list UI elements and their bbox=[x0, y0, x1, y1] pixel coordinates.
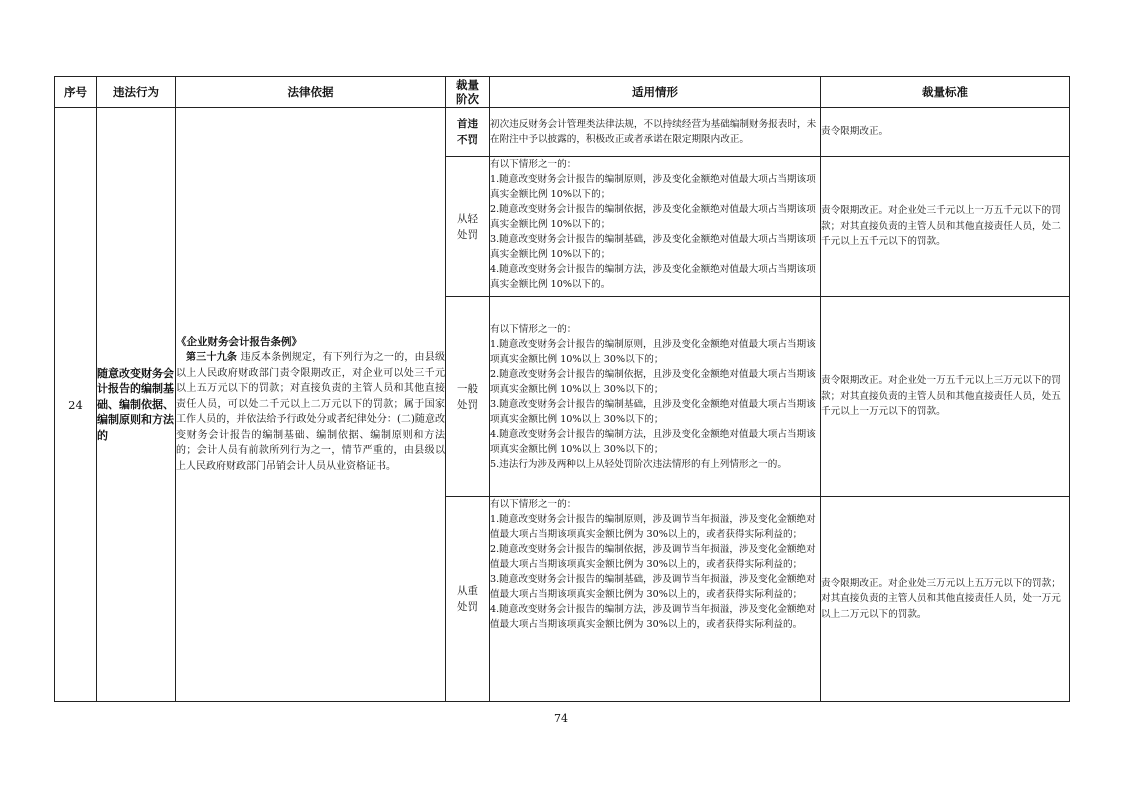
stage-label-line2: 处罚 bbox=[457, 398, 478, 411]
stage-first-exempt bbox=[446, 108, 490, 157]
stage-lenient bbox=[446, 157, 490, 297]
stage-label-line1: 首违 bbox=[457, 118, 478, 130]
header-conditions: 适用情形 bbox=[490, 77, 821, 108]
condition-line: 3.随意改变财务会计报告的编制基础，涉及变化金额绝对值最大项占当期该项真实金额比例 10%以下的； bbox=[490, 234, 816, 260]
table-row bbox=[55, 108, 1070, 157]
header-basis: 法律依据 bbox=[176, 77, 446, 108]
condition-line: 4.随意改变财务会计报告的编制方法，且涉及变化金额绝对值最大项占当期该项真实金额比例 10%以上 30%以下的； bbox=[490, 428, 816, 455]
standard-general: 责令限期改正。对企业处一万五千元以上三万元以下的罚款；对其直接负责的主管人员和其他直接责任人员，处五千元以上一万元以下的罚款。 bbox=[821, 297, 1070, 497]
condition-line: 5.违法行为涉及两种以上从轻处罚阶次违法情形的有上列情形之一的。 bbox=[490, 458, 787, 470]
header-seq: 序号 bbox=[55, 77, 97, 108]
conditions-severe bbox=[490, 497, 821, 702]
condition-line: 有以下情形之一的： bbox=[490, 323, 577, 335]
condition-line: 3.随意改变财务会计报告的编制基础，且涉及变化金额绝对值最大项占当期该项真实金额比例 10%以上 30%以下的； bbox=[490, 398, 816, 425]
stage-label-line1: 从重 bbox=[457, 585, 478, 597]
page-number: 74 bbox=[554, 712, 568, 725]
standard-first-exempt: 责令限期改正。 bbox=[821, 108, 1070, 157]
condition-line: 2.随意改变财务会计报告的编制依据，涉及调节当年损溢，涉及变化金额绝对值最大项占当期该项真实金额比例为 30%以上的，或者获得实际利益的； bbox=[490, 544, 816, 570]
condition-line: 2.随意改变财务会计报告的编制依据，涉及变化金额绝对值最大项占当期该项真实金额比例 10%以下的； bbox=[490, 204, 816, 230]
stage-label-line2: 处罚 bbox=[457, 228, 478, 241]
row-violation: 随意改变财务会计报告的编制基础、编制依据、编制原则和方法的 bbox=[97, 108, 176, 702]
header-row bbox=[55, 77, 1070, 108]
condition-line: 4.随意改变财务会计报告的编制方法，涉及变化金额绝对值最大项占当期该项真实金额比例 10%以下的。 bbox=[490, 264, 816, 290]
stage-label-line2: 处罚 bbox=[457, 601, 478, 613]
condition-line: 2.随意改变财务会计报告的编制依据，且涉及变化金额绝对值最大项占当期该项真实金额比例 10%以上 30%以下的； bbox=[490, 368, 816, 395]
row-seq: 24 bbox=[55, 108, 97, 702]
header-stage bbox=[446, 77, 490, 108]
condition-line: 3.随意改变财务会计报告的编制基础，涉及调节当年损溢，涉及变化金额绝对值最大项占当期该项真实金额比例为 30%以上的，或者获得实际利益的； bbox=[490, 574, 816, 600]
stage-general bbox=[446, 297, 490, 497]
stage-label-line2: 不罚 bbox=[457, 134, 478, 146]
law-title: 《企业财务会计报告条例》 bbox=[176, 335, 302, 348]
condition-line: 1.随意改变财务会计报告的编制原则，涉及调节当年损溢，涉及变化金额绝对值最大项占当期该项真实金额比例为 30%以上的，或者获得实际利益的； bbox=[490, 514, 816, 540]
condition-line: 1.随意改变财务会计报告的编制原则，涉及变化金额绝对值最大项占当期该项真实金额比例 10%以下的； bbox=[490, 174, 816, 200]
header-standard: 裁量标准 bbox=[821, 77, 1070, 108]
condition-line: 有以下情形之一的： bbox=[490, 499, 577, 510]
penalty-table bbox=[54, 76, 1070, 702]
header-stage-line2: 阶次 bbox=[456, 92, 479, 106]
stage-label-line1: 一般 bbox=[457, 382, 478, 395]
article-number: 第三十九条 bbox=[186, 352, 238, 364]
row-legal-basis bbox=[176, 108, 446, 702]
article-text: 违反本条例规定，有下列行为之一的，由县级以上人民政府财政部门责令限期改正，对企业可以处三千元以上五万元以下的罚款；对直接负责的主管人员和其他直接责任人员，可以处二千元以上二万元以下的罚款；属于国家工作人员的，并依法给予行政处分或者纪律处分：(二)随意改变财务会计报告的编制基础、编制依据、编制原则和方法的；会计人员有前款所列行为之一，情节严重的，由县级以上人民政府财政部门吊销会计人员从业资格证书。 bbox=[176, 352, 446, 472]
stage-label-line1: 从轻 bbox=[457, 212, 478, 225]
standard-severe: 责令限期改正。对企业处三万元以上五万元以下的罚款；对其直接负责的主管人员和其他直接责任人员，处一万元以上二万元以下的罚款。 bbox=[821, 497, 1070, 702]
standard-lenient: 责令限期改正。对企业处三千元以上一万五千元以下的罚款；对其直接负责的主管人员和其他直接责任人员，处二千元以上五千元以下的罚款。 bbox=[821, 157, 1070, 297]
condition-line: 有以下情形之一的： bbox=[490, 159, 577, 170]
conditions-first-exempt bbox=[490, 108, 821, 157]
stage-severe bbox=[446, 497, 490, 702]
header-stage-line1: 裁量 bbox=[456, 78, 479, 92]
conditions-general bbox=[490, 297, 821, 497]
condition-line: 4.随意改变财务会计报告的编制方法，涉及调节当年损溢，涉及变化金额绝对值最大项占当期该项真实金额比例为 30%以上的，或者获得实际利益的。 bbox=[490, 604, 816, 630]
header-violation: 违法行为 bbox=[97, 77, 176, 108]
conditions-lenient bbox=[490, 157, 821, 297]
condition-line: 初次违反财务会计管理类法律法规，不以持续经营为基础编制财务报表时，未在附注中予以披露的，积极改正或者承诺在限定期限内改正。 bbox=[490, 119, 817, 145]
condition-line: 1.随意改变财务会计报告的编制原则，且涉及变化金额绝对值最大项占当期该项真实金额比例 10%以上 30%以下的； bbox=[490, 338, 816, 365]
